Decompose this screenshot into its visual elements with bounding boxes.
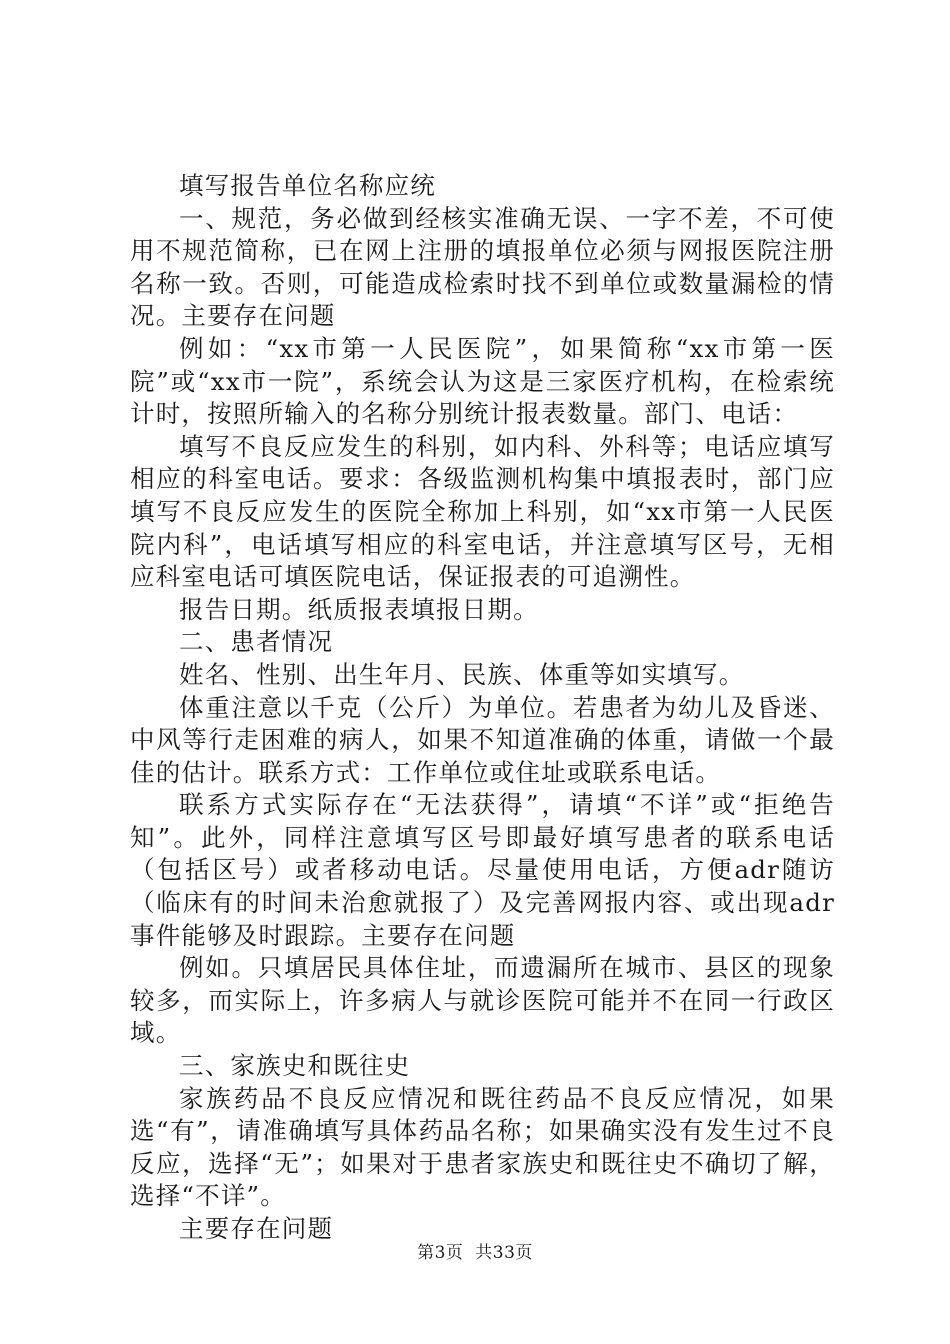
paragraph: 例如：“xx市第一人民医院”，如果简称“xx市第一医院”或“xx市一院”，系统会认为这是三家医疗机构，在检索统计时，按照所输入的名称分别统计报表数量。部门、电话： — [130, 333, 835, 429]
section-heading: 三、家族史和既往史 — [179, 1051, 411, 1081]
section-heading: 二、患者情况 — [179, 627, 334, 657]
page-total: 共33页 — [475, 1243, 533, 1263]
paragraph: 联系方式实际存在“无法获得”，请填“不详”或“拒绝告知”。此外，同样注意填写区号即最好填写患者的联系电话（包括区号）或者移动电话。尽量使用电话，方便adr随访（临床有的时间未治愈就报了）及完善网报内容、或出现adr事件能够及时跟踪。主要存在问题 — [130, 790, 835, 950]
paragraph: 填写报告单位名称应统 — [179, 171, 436, 200]
paragraph: 例如。只填居民具体住址，而遗漏所在城市、县区的现象较多，而实际上，许多病人与就诊医院可能并不在同一行政区域。 — [130, 953, 835, 1048]
paragraph: 主要存在问题 — [179, 1214, 334, 1243]
page-number: 第3页 — [417, 1243, 464, 1263]
paragraph: 家族药品不良反应情况和既往药品不良反应情况，如果选“有”，请准确填写具体药品名称；如果确实没有发生过不良反应，选择“无”；如果对于患者家族史和既往史不确切了解，选择“不详”。 — [130, 1083, 835, 1211]
paragraph: 姓名、性别、出生年月、民族、体重等如实填写。 — [179, 659, 745, 689]
paragraph: 一、规范，务必做到经核实准确无误、一字不差，不可使用不规范简称，已在网上注册的填报单位必须与网报医院注册名称一致。否则，可能造成检索时找不到单位或数量漏检的情况。主要存在问题 — [130, 203, 835, 331]
page-footer — [0, 1242, 950, 1264]
paragraph: 填写不良反应发生的科别，如内科、外科等；电话应填写相应的科室电话。要求：各级监测机构集中填报表时，部门应填写不良反应发生的医院全称加上科别，如“xx市第一人民医院内科”，电话填写相应的科室电话，并注意填写区号，无相应科室电话可填医院电话，保证报表的可追溯性。 — [130, 431, 835, 592]
paragraph: 报告日期。纸质报表填报日期。 — [179, 594, 539, 624]
document-body — [130, 170, 835, 1246]
paragraph: 体重注意以千克（公斤）为单位。若患者为幼儿及昏迷、中风等行走困难的病人，如果不知道准确的体重，请做一个最佳的估计。联系方式：工作单位或住址或联系电话。 — [130, 692, 835, 787]
